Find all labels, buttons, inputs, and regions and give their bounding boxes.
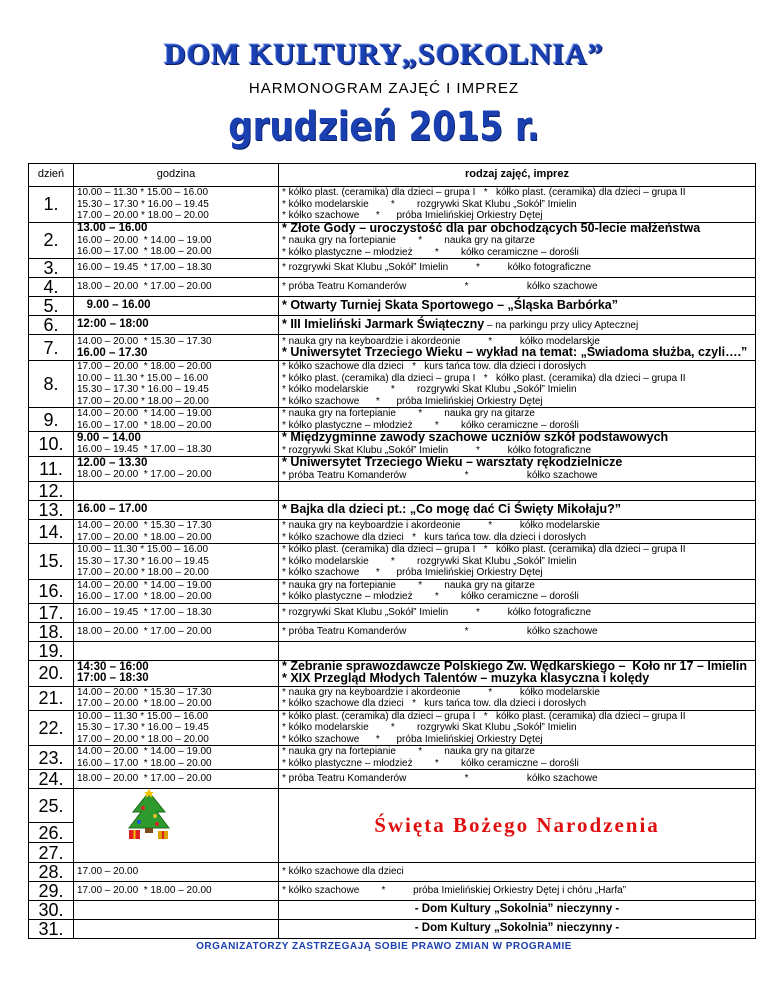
table-row [29, 408, 756, 432]
hours-title-2: 16.00 – 17.30 [77, 346, 148, 359]
hours-text: 10.00 – 11.30 * 15.00 – 16.00 15.30 – 17.30 * 16.00 – 19.45 17.00 – 20.00 * 18.00 – 20.00 [77, 544, 209, 578]
hours-title: 9.00 – 14.00 [77, 431, 141, 444]
hours-cell [74, 316, 279, 335]
table-row [29, 660, 756, 686]
hours-text: 18.00 – 20.00 * 17.00 – 20.00 [77, 773, 212, 785]
activity-text: * nauka gry na keyboardzie i akordeonie * kółko modelarskie * kółko szachowe dla dzieci * kurs tańca tow. dla dzieci i dorosłych [282, 520, 600, 543]
table-row [29, 710, 756, 746]
hours-cell [74, 259, 279, 278]
day-cell: 18. [29, 622, 74, 641]
table-row [29, 544, 756, 580]
hours-text: 16.00 – 19.45 * 17.00 – 18.30 [77, 444, 212, 455]
activity-cell [279, 259, 756, 278]
hours-text: 10.00 – 11.30 * 15.00 – 16.00 15.30 – 17.30 * 16.00 – 19.45 17.00 – 20.00 * 18.00 – 20.00 [77, 710, 209, 745]
day-cell: 28. [29, 863, 74, 882]
table-row [29, 222, 756, 259]
activity-cell: * kółko szachowe dla dzieci [279, 863, 756, 882]
hours-title: 14:30 – 16:00 [77, 660, 149, 673]
day-cell: 7. [29, 335, 74, 361]
hours-cell [74, 361, 279, 408]
day-cell: 5. [29, 297, 74, 316]
activity-text: * próba Teatru Komanderów * kółko szachowe [282, 773, 598, 785]
day-cell: 26. [29, 823, 74, 843]
hours-cell: 17.00 – 20.00 * 18.00 – 20.00 [74, 882, 279, 901]
hours-cell: 17.00 – 20.00 [74, 863, 279, 882]
hours-text: 18.00 – 20.00 * 17.00 – 20.00 [77, 469, 212, 480]
table-row [29, 335, 756, 361]
hours-title: 16.00 – 17.00 [77, 503, 148, 516]
hours-cell [74, 187, 279, 223]
day-cell: 20. [29, 660, 74, 686]
hours-text: 14.00 – 20.00 * 14.00 – 19.00 16.00 – 17.00 * 18.00 – 20.00 [77, 408, 212, 431]
day-cell: 29. [29, 882, 74, 901]
activity-text: * kółko plast. (ceramika) dla dzieci – grupa I * kółko plast. (ceramika) dla dzieci – grupa II * kółko modelarskie * rozgrywki Skat Klubu „Sokół” Imielin * kółko szachowe * próba Imielińskiej Orkiestry Dętej [282, 544, 686, 578]
hours-cell [74, 920, 279, 939]
activity-cell: * kółko szachowe * próba Imielińskiej Orkiestry Dętej i chóru „Harfa” [279, 882, 756, 901]
activity-cell [279, 316, 756, 335]
activity-title: * Zebranie sprawozdawcze Polskiego Zw. Wędkarskiego – Koło nr 17 – Imielin [282, 658, 747, 673]
hours-cell [74, 686, 279, 710]
activity-text: * nauka gry na fortepianie * nauka gry na gitarze * kółko plastyczne – młodzież * kółko ceramiczne – dorośli [282, 408, 579, 431]
table-row [29, 432, 756, 457]
activity-cell [279, 482, 756, 501]
table-row [29, 603, 756, 622]
hours-text: 14.00 – 20.00 * 15.30 – 17.30 17.00 – 20.00 * 18.00 – 20.00 [77, 686, 212, 709]
activity-text: * kółko szachowe dla dzieci * kurs tańca tow. dla dzieci i dorosłych * kółko plast. (ceramika) dla dzieci – grupa I * kółko plast. (ceramika) dla dzieci – grupa II * kółko modelarskie * rozgrywki Skat Klubu „Sokół” Imielin * kółko szachowe * próba Imielińskiej Orkiestry Dętej [282, 361, 686, 407]
activity-cell: - Dom Kultury „Sokolnia” nieczynny - [279, 901, 756, 920]
hours-cell [74, 222, 279, 259]
hours-title: 12:00 – 18:00 [77, 318, 149, 331]
activity-title: * Bajka dla dzieci pt.: „Co mogę dać Ci Święty Mikołaju?” [282, 501, 621, 516]
day-cell: 10. [29, 432, 74, 457]
day-cell: 3. [29, 259, 74, 278]
table-row [29, 770, 756, 789]
day-cell: 25. [29, 789, 74, 823]
table-row [29, 297, 756, 316]
table-row [29, 278, 756, 297]
activity-title: * III Imieliński Jarmark Świąteczny [282, 316, 485, 331]
activity-cell [279, 686, 756, 710]
activity-title: * Złote Gody – uroczystość dla par obchodzących 50-lecie małżeństwa [282, 220, 701, 235]
hours-text: 14.00 – 20.00 * 15.30 – 17.30 17.00 – 20.00 * 18.00 – 20.00 [77, 520, 212, 543]
hours-title-2: 17:00 – 18:30 [77, 672, 149, 684]
table-row [29, 901, 756, 920]
activity-cell: - Dom Kultury „Sokolnia” nieczynny - [279, 920, 756, 939]
day-cell: 9. [29, 408, 74, 432]
table-row [29, 361, 756, 408]
hours-text: 18.00 – 20.00 * 17.00 – 20.00 [77, 281, 212, 293]
activity-title: * Otwarty Turniej Skata Sportowego – „Śląska Barbórka” [282, 297, 618, 312]
hours-cell [74, 501, 279, 520]
table-row [29, 520, 756, 544]
day-cell: 17. [29, 603, 74, 622]
day-cell: 24. [29, 770, 74, 789]
activity-text: * próba Teatru Komanderów * kółko szachowe [282, 469, 598, 481]
table-row [29, 482, 756, 501]
table-row [29, 686, 756, 710]
hours-cell [74, 482, 279, 501]
activity-cell [279, 770, 756, 789]
activity-suffix: – na parkingu przy ulicy Aptecznej [484, 319, 639, 331]
day-cell: 22. [29, 710, 74, 746]
day-cell: 19. [29, 641, 74, 660]
activity-cell [279, 335, 756, 361]
hours-text: 16.00 – 20.00 * 14.00 – 19.00 16.00 – 17.00 * 18.00 – 20.00 [77, 234, 212, 257]
day-cell: 14. [29, 520, 74, 544]
day-cell: 4. [29, 278, 74, 297]
table-row [29, 746, 756, 770]
table-row [29, 579, 756, 603]
day-cell: 15. [29, 544, 74, 580]
activity-title: * Międzygminne zawody szachowe uczniów szkół podstawowych [282, 430, 669, 444]
holiday-cell: Święta Bożego Narodzenia [279, 789, 756, 863]
hours-cell [74, 408, 279, 432]
day-cell: 21. [29, 686, 74, 710]
day-cell: 27. [29, 843, 74, 863]
hours-cell [74, 710, 279, 746]
activity-text: * próba Teatru Komanderów * kółko szachowe [282, 625, 598, 637]
hours-text: 10.00 – 11.30 * 15.00 – 16.00 15.30 – 17.30 * 16.00 – 19.45 17.00 – 20.00 * 18.00 – 20.00 [77, 187, 209, 221]
day-cell: 30. [29, 901, 74, 920]
activity-cell [279, 501, 756, 520]
activity-text: * nauka gry na keyboardzie i akordeonie * kółko modelarskie * kółko szachowe dla dzieci * kurs tańca tow. dla dzieci i dorosłych [282, 686, 600, 709]
day-cell: 6. [29, 316, 74, 335]
activity-cell [279, 710, 756, 746]
day-cell: 8. [29, 361, 74, 408]
day-cell: 13. [29, 501, 74, 520]
activity-cell [279, 579, 756, 603]
hours-cell [74, 335, 279, 361]
page-title: DOM KULTURY„SOKOLNIA” [164, 38, 604, 71]
col-day-header: dzień [29, 164, 74, 187]
hours-text: 14.00 – 20.00 * 14.00 – 19.00 16.00 – 17.00 * 18.00 – 20.00 [77, 746, 212, 769]
hours-cell [74, 579, 279, 603]
activity-title-2: * Uniwersytet Trzeciego Wieku – wykład na temat: „Świadoma służba, czyli….” [282, 345, 748, 359]
day-cell: 31. [29, 920, 74, 939]
hours-cell [74, 641, 279, 660]
activity-text: * rozgrywki Skat Klubu „Sokół” Imielin * kółko fotograficzne [282, 444, 592, 456]
hours-title: 9.00 – 16.00 [77, 299, 151, 312]
hours-cell [74, 432, 279, 457]
hours-cell [74, 520, 279, 544]
activity-text: * nauka gry na fortepianie * nauka gry na gitarze * kółko plastyczne – młodzież * kółko ceramiczne – dorośli [282, 579, 579, 602]
table-row [29, 882, 756, 901]
hours-cell [74, 770, 279, 789]
activity-text: * kółko plast. (ceramika) dla dzieci – grupa I * kółko plast. (ceramika) dla dzieci – grupa II * kółko modelarskie * rozgrywki Skat Klubu „Sokół” Imielin * kółko szachowe * próba Imielińskiej Orkiestry Dętej [282, 187, 686, 221]
table-header [29, 164, 756, 187]
month-heading: grudzień 2015 r. [228, 104, 540, 150]
hours-cell [74, 278, 279, 297]
hours-text: 18.00 – 20.00 * 17.00 – 20.00 [77, 625, 212, 637]
hours-cell [74, 622, 279, 641]
activity-cell [279, 746, 756, 770]
col-hours-header: godzina [74, 164, 279, 187]
activity-cell [279, 622, 756, 641]
day-cell: 23. [29, 746, 74, 770]
activity-text: * rozgrywki Skat Klubu „Sokół” Imielin * kółko fotograficzne [282, 262, 592, 274]
activity-title: * Uniwersytet Trzeciego Wieku – warsztaty rękodzielnicze [282, 455, 623, 469]
holiday-hours-cell [74, 789, 279, 863]
activity-cell [279, 361, 756, 408]
day-cell: 11. [29, 457, 74, 482]
activity-cell [279, 660, 756, 686]
table-row [29, 316, 756, 335]
day-cell: 1. [29, 187, 74, 223]
hours-text: 14.00 – 20.00 * 14.00 – 19.00 16.00 – 17.00 * 18.00 – 20.00 [77, 579, 212, 602]
activity-cell [279, 278, 756, 297]
table-row [29, 920, 756, 939]
activity-text: * nauka gry na keyboardzie i akordeonie * kółko modelarskie [282, 335, 600, 347]
hours-text: 14.00 – 20.00 * 15.30 – 17.30 [77, 336, 212, 347]
activity-cell [279, 603, 756, 622]
table-row [29, 622, 756, 641]
activity-text: * nauka gry na fortepianie * nauka gry na gitarze * kółko plastyczne – młodzież * kółko ceramiczne – dorośli [282, 746, 579, 769]
hours-text: 16.00 – 19.45 * 17.00 – 18.30 [77, 606, 212, 618]
activity-cell [279, 641, 756, 660]
activity-text: * nauka gry na fortepianie * nauka gry na gitarze * kółko plastyczne – młodzież * kółko ceramiczne – dorośli [282, 235, 579, 258]
activity-cell [279, 297, 756, 316]
footer-note: ORGANIZATORZY ZASTRZEGAJĄ SOBIE PRAWO ZMIAN W PROGRAMIE [196, 941, 572, 952]
hours-cell [74, 297, 279, 316]
activity-cell [279, 222, 756, 259]
activity-cell [279, 457, 756, 482]
table-row [29, 501, 756, 520]
activity-cell [279, 544, 756, 580]
activity-cell [279, 432, 756, 457]
hours-title: 13.00 – 16.00 [77, 222, 148, 234]
hours-text: 17.00 – 20.00 * 18.00 – 20.00 10.00 – 11.30 * 15.00 – 16.00 15.30 – 17.30 * 16.00 – 19.45 17.00 – 20.00 * 18.00 – 20.00 [77, 361, 212, 407]
activity-cell [279, 187, 756, 223]
hours-text: 16.00 – 19.45 * 17.00 – 18.30 [77, 262, 212, 274]
christmas-tree-icon [125, 788, 173, 840]
hours-title: 12.00 – 13.30 [77, 456, 148, 469]
table-row [29, 259, 756, 278]
activity-text: * rozgrywki Skat Klubu „Sokół” Imielin * kółko fotograficzne [282, 606, 592, 618]
table-row [29, 641, 756, 660]
activity-cell [279, 408, 756, 432]
day-cell: 12. [29, 482, 74, 501]
hours-cell [74, 901, 279, 920]
day-cell: 2. [29, 222, 74, 259]
hours-cell [74, 457, 279, 482]
hours-cell [74, 660, 279, 686]
table-row [29, 187, 756, 223]
day-cell: 16. [29, 579, 74, 603]
page-subtitle: HARMONOGRAM ZAJĘĆ I IMPREZ [248, 80, 520, 97]
activity-title-2: * XIX Przegląd Młodych Talentów – muzyka klasyczna i kolędy [282, 671, 650, 685]
activity-text: * próba Teatru Komanderów * kółko szachowe [282, 281, 598, 293]
activity-text: * kółko plast. (ceramika) dla dzieci – grupa I * kółko plast. (ceramika) dla dzieci – grupa II * kółko modelarskie * rozgrywki Skat Klubu „Sokół” Imielin * kółko szachowe * próba Imielińskiej Orkiestry Dętej [282, 710, 686, 745]
activity-cell [279, 520, 756, 544]
hours-cell [74, 746, 279, 770]
hours-cell [74, 544, 279, 580]
table-row [29, 457, 756, 482]
table-row [29, 863, 756, 882]
hours-cell [74, 603, 279, 622]
col-activity-header: rodzaj zajęć, imprez [279, 164, 756, 187]
